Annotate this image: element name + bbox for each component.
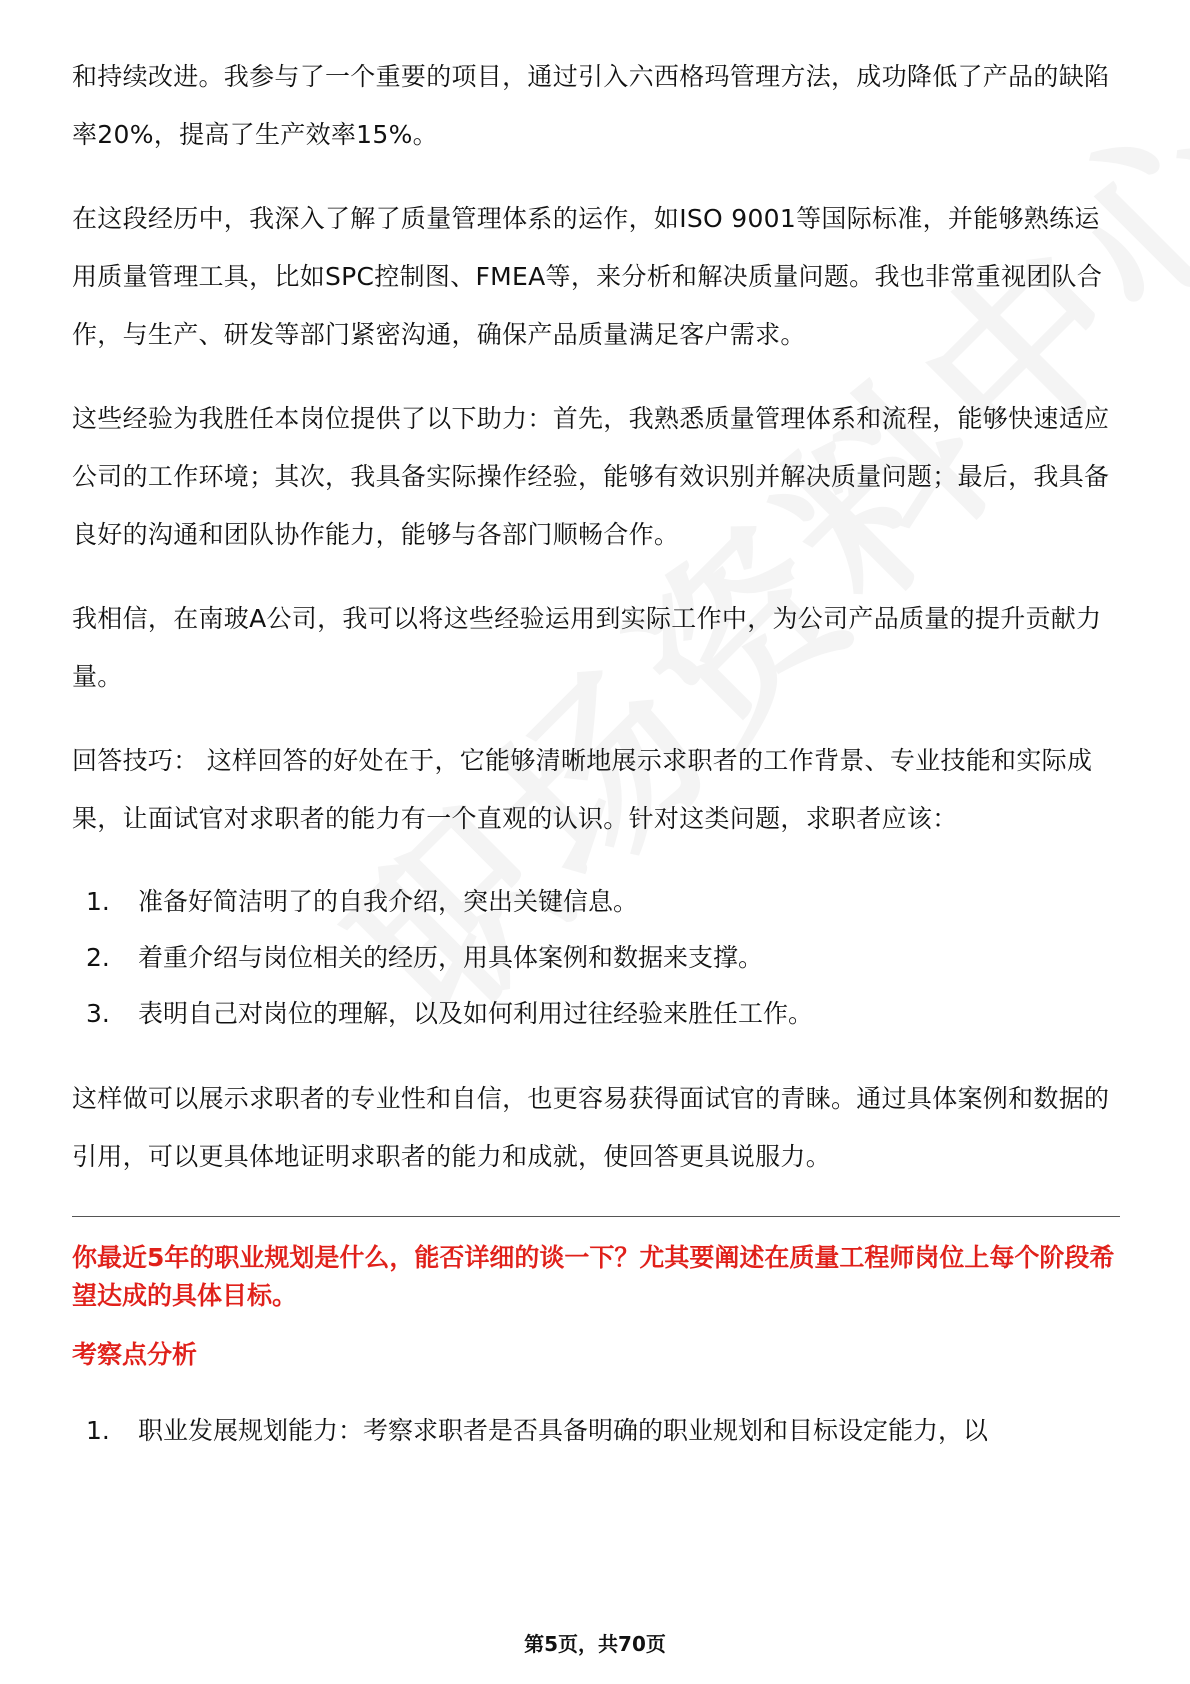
list-number: 3. bbox=[86, 999, 110, 1028]
analysis-list bbox=[72, 1403, 1120, 1459]
paragraph-closing: 我相信，在南玻A公司，我可以将这些经验运用到实际工作中，为公司产品质量的提升贡献力量。 bbox=[72, 604, 1102, 691]
list-item bbox=[72, 874, 1120, 930]
list-number: 2. bbox=[86, 943, 110, 972]
list-text: 表明自己对岗位的理解，以及如何利用过往经验来胜任工作。 bbox=[138, 999, 814, 1028]
list-item bbox=[72, 930, 1120, 986]
list-number: 1. bbox=[86, 887, 110, 916]
paragraph-answer-tips: 回答技巧： 这样回答的好处在于，它能够清晰地展示求职者的工作背景、专业技能和实际成果，让面试官对求职者的能力有一个直观的认识。针对这类问题，求职者应该： bbox=[72, 746, 1093, 833]
paragraph-advantages: 这些经验为我胜任本岗位提供了以下助力：首先，我熟悉质量管理体系和流程，能够快速适应公司的工作环境；其次，我具备实际操作经验，能够有效识别并解决质量问题；最后，我具备良好的沟通和团队协作能力，能够与各部门顺畅合作。 bbox=[72, 404, 1110, 549]
list-text: 着重介绍与岗位相关的经历，用具体案例和数据来支撑。 bbox=[138, 943, 764, 972]
list-item bbox=[72, 1403, 1120, 1459]
list-number: 1. bbox=[86, 1416, 110, 1445]
section-divider bbox=[72, 1216, 1120, 1217]
page-content bbox=[72, 48, 1120, 1487]
list-text: 准备好简洁明了的自我介绍，突出关键信息。 bbox=[138, 887, 639, 916]
interview-question: 你最近5年的职业规划是什么，能否详细的谈一下？尤其要阐述在质量工程师岗位上每个阶段希望达成的具体目标。 bbox=[72, 1243, 1115, 1310]
tips-list bbox=[72, 874, 1120, 1042]
list-item bbox=[72, 986, 1120, 1042]
analysis-heading: 考察点分析 bbox=[72, 1340, 198, 1369]
page-number: 第5页，共70页 bbox=[524, 1632, 666, 1656]
list-text: 职业发展规划能力：考察求职者是否具备明确的职业规划和目标设定能力，以 bbox=[138, 1416, 989, 1445]
paragraph-conclusion: 这样做可以展示求职者的专业性和自信，也更容易获得面试官的青睐。通过具体案例和数据的引用，可以更具体地证明求职者的能力和成就，使回答更具说服力。 bbox=[72, 1084, 1110, 1171]
paragraph-experience: 在这段经历中，我深入了解了质量管理体系的运作，如ISO 9001等国际标准，并能够熟练运用质量管理工具，比如SPC控制图、FMEA等，来分析和解决质量问题。我也非常重视团队合作，与生产、研发等部门紧密沟通，确保产品质量满足客户需求。 bbox=[72, 204, 1103, 349]
paragraph-project-result: 和持续改进。我参与了一个重要的项目，通过引入六西格玛管理方法，成功降低了产品的缺陷率20%，提高了生产效率15%。 bbox=[72, 62, 1110, 149]
